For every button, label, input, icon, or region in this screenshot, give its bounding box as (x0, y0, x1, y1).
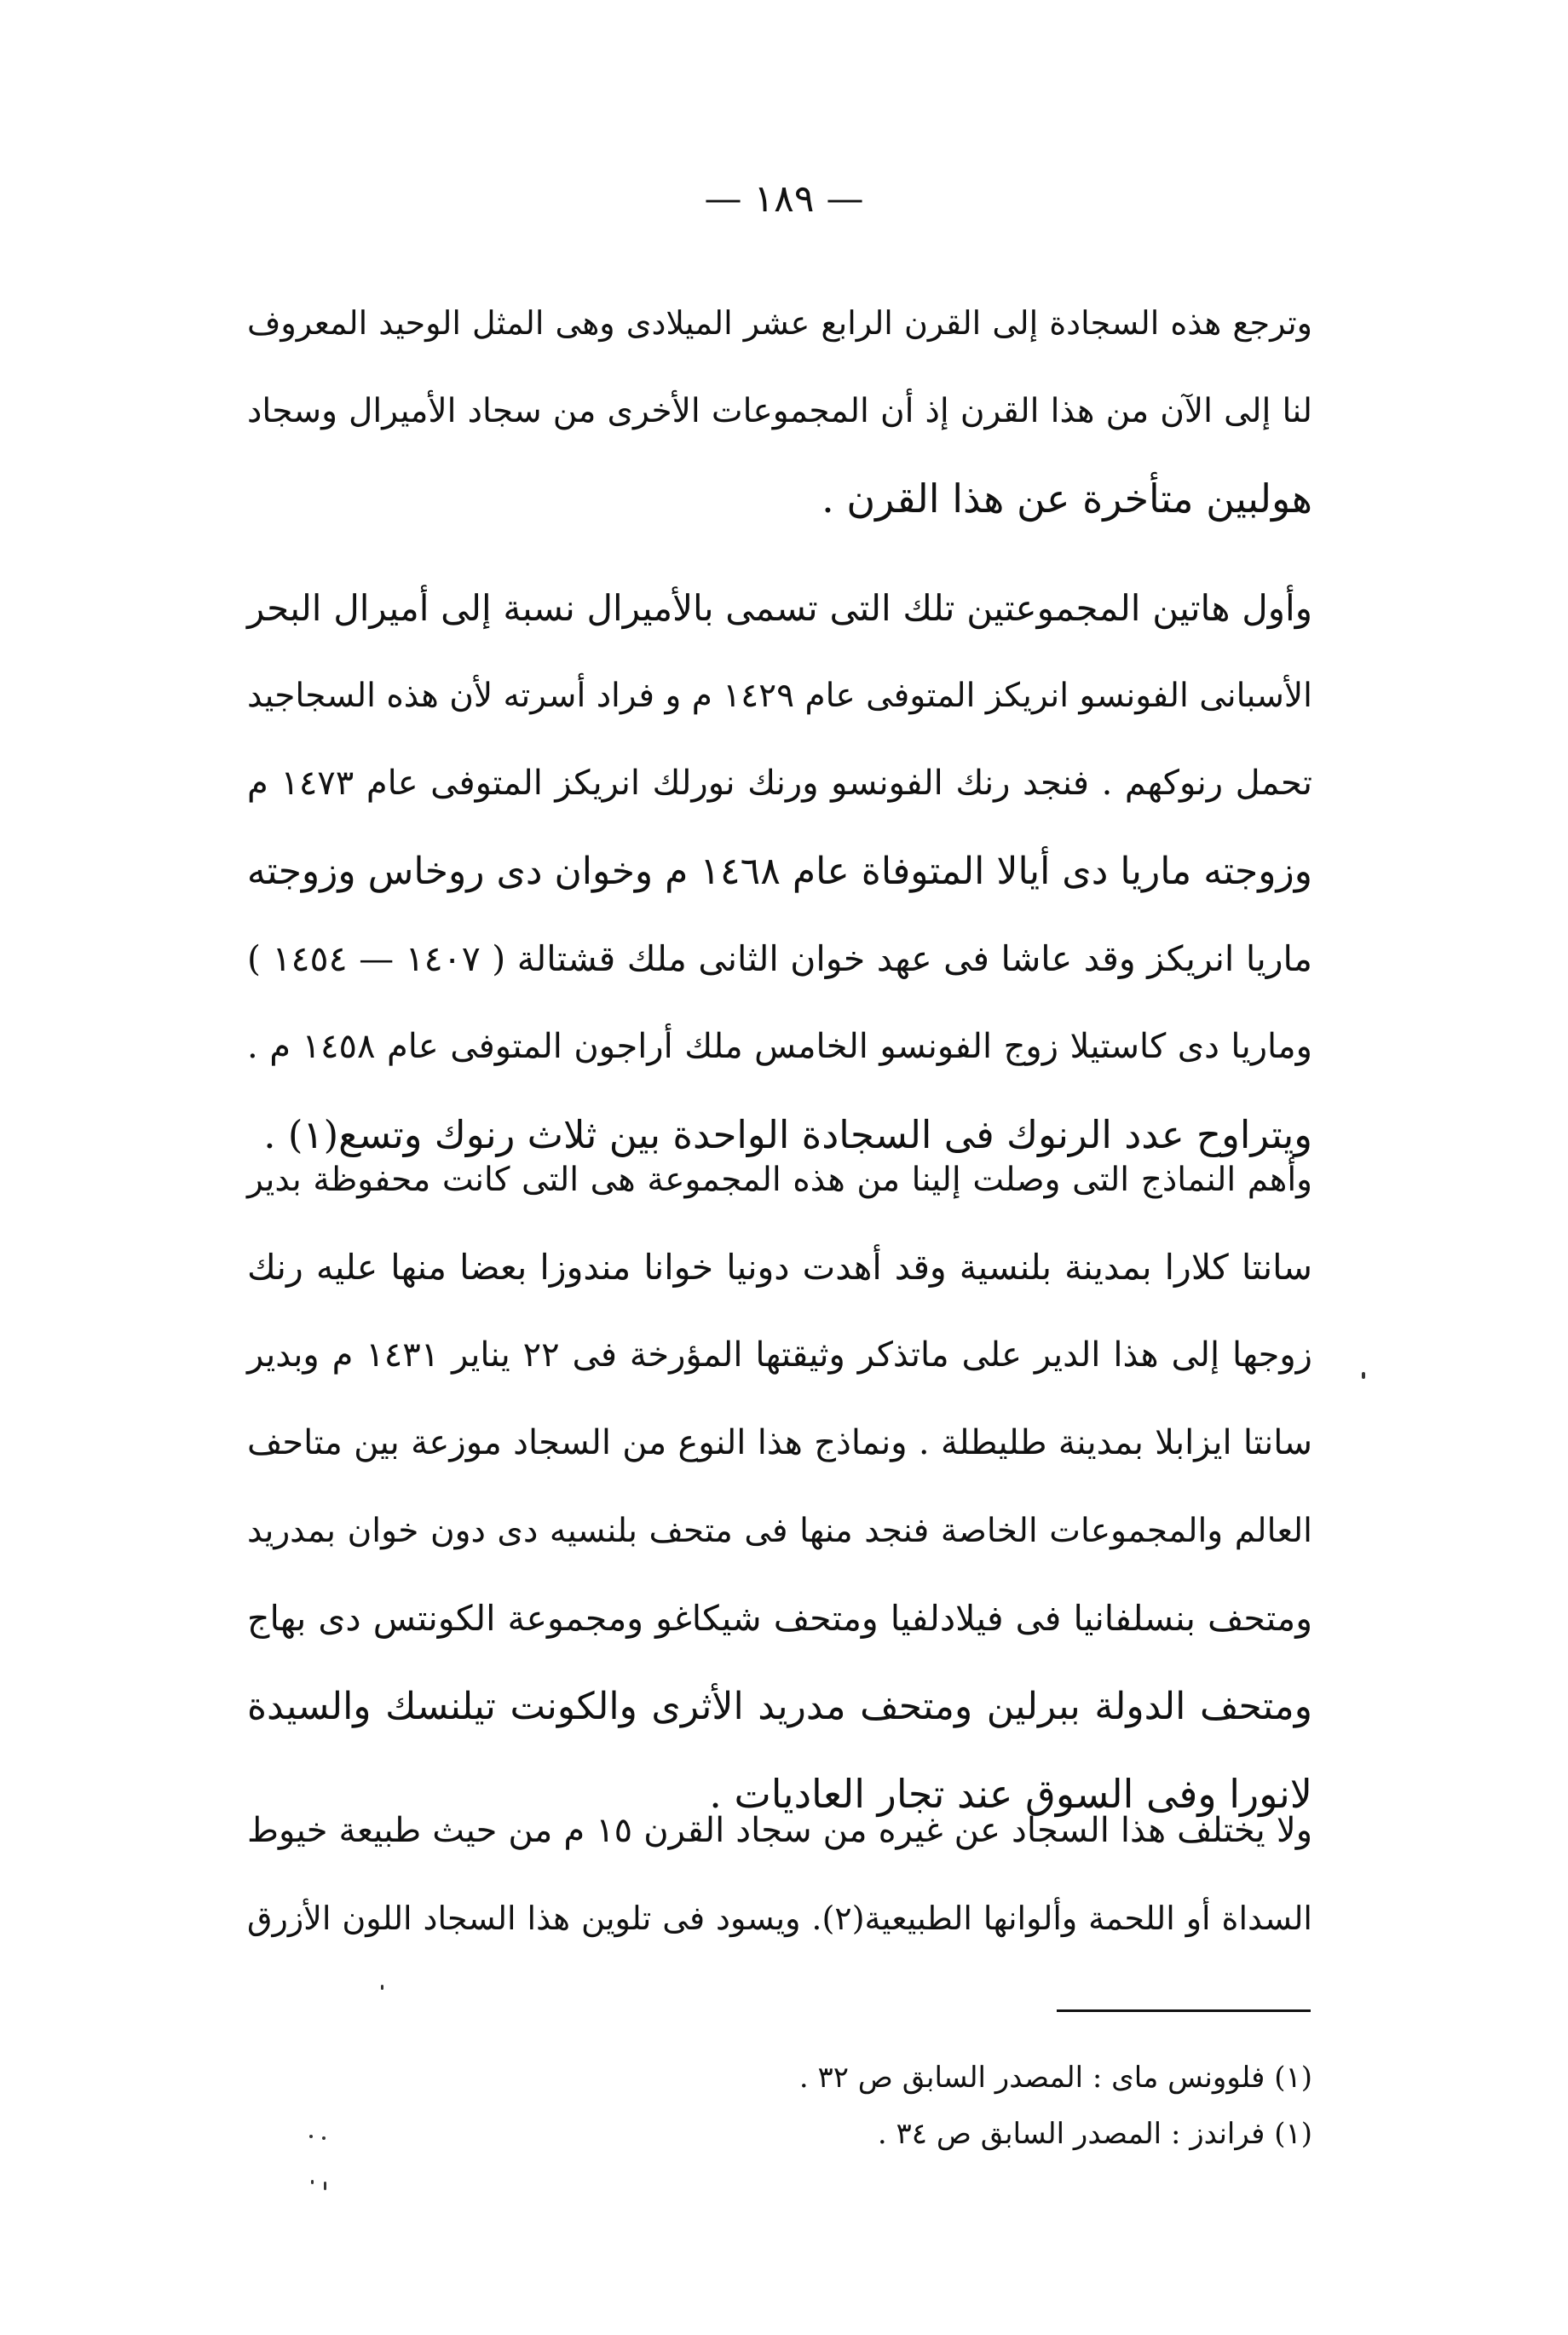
footnotes (716, 2050, 1312, 2162)
footnote: (١) فلوونس ماى : المصدر السابق ص ٣٢ . (798, 2061, 1312, 2095)
scan-speck (309, 2135, 313, 2138)
text-line: وأهم النماذج التى وصلت إلينا من هذه المجموعة هى التى كانت محفوظة بدير (247, 1161, 1312, 1199)
text-line: وأول هاتين المجموعتين تلك التى تسمى بالأميرال نسبة إلى أميرال البحر (247, 587, 1312, 629)
text-line: سانتا ايزابلا بمدينة طليطلة . ونماذج هذا النوع من السجاد موزعة بين متاحف (247, 1423, 1312, 1462)
text-line: ويتراوح عدد الرنوك فى السجادة الواحدة بين ثلاث رنوك وتسع(١) . (263, 1112, 1312, 1157)
text-line: هولبين متأخرة عن هذا القرن . (821, 476, 1312, 522)
page-number: — ١٨٩ — (704, 177, 864, 221)
paragraph-3 (247, 1136, 1312, 1838)
text-line: ولا يختلف هذا السجاد عن غيره من سجاد القرن ١٥ م من حيث طبيعة خيوط (247, 1811, 1313, 1850)
text-line: ماريا انريكز وقد عاشا فى عهد خوان الثانى ملك قشتالة ( ١٤٠٧ — ١٤٥٤ ) (247, 938, 1312, 979)
paragraph-1 (247, 280, 1312, 543)
text-line: ومتحف بنسلفانيا فى فيلادلفيا ومتحف شيكاغو ومجموعة الكونتس دى بهاج (247, 1598, 1312, 1639)
text-line: السداة أو اللحمة وألوانها الطبيعية(٢). ويسود فى تلوين هذا السجاد اللون الأزرق (247, 1900, 1312, 1937)
text-line: وماريا دى كاستيلا زوج الفونسو الخامس ملك أراجون المتوفى عام ١٤٥٨ م . (247, 1027, 1312, 1066)
text-line: وترجع هذه السجادة إلى القرن الرابع عشر الميلادى وهى المثل الوحيد المعروف (247, 304, 1312, 342)
paragraph-2 (247, 564, 1312, 1179)
scan-speck (1362, 1372, 1365, 1379)
scan-speck (324, 2182, 326, 2190)
scan-speck (322, 2136, 326, 2140)
text-line: سانتا كلارا بمدينة بلنسية وقد أهدت دونيا خوانا مندوزا بعضا منها عليه رنك (247, 1247, 1312, 1288)
text-line: الأسبانى الفونسو انريكز المتوفى عام ١٤٢٩ م و فراد أسرته لأن هذه السجاجيد (247, 677, 1313, 715)
footnote-divider (1057, 2009, 1311, 2012)
text-line: تحمل رنوكهم . فنجد رنك الفونسو ورنك نورلك انريكز المتوفى عام ١٤٧٣ م (247, 764, 1312, 803)
scan-speck (381, 1985, 383, 1990)
paragraph-4 (247, 1787, 1312, 1963)
text-line: لنا إلى الآن من هذا القرن إذ أن المجموعات الأخرى من سجاد الأميرال وسجاد (247, 392, 1312, 430)
text-line: العالم والمجموعات الخاصة فنجد منها فى متحف بلنسيه دى دون خوان بمدريد (247, 1512, 1312, 1550)
footnote: (١) فراندز : المصدر السابق ص ٣٤ . (877, 2117, 1312, 2151)
text-line: ومتحف الدولة ببرلين ومتحف مدريد الأثرى والكونت تيلنسك والسيدة (247, 1685, 1312, 1728)
text-line: لانورا وفى السوق عند تجار العاديات . (709, 1771, 1312, 1817)
text-line: زوجها إلى هذا الدير على ماتذكر وثيقتها المؤرخة فى ٢٢ يناير ١٤٣١ م وبدير (247, 1335, 1313, 1375)
scan-speck (311, 2180, 314, 2184)
text-line: وزوجته ماريا دى أيالا المتوفاة عام ١٤٦٨ م وخوان دى روخاس وزوجته (246, 850, 1312, 893)
